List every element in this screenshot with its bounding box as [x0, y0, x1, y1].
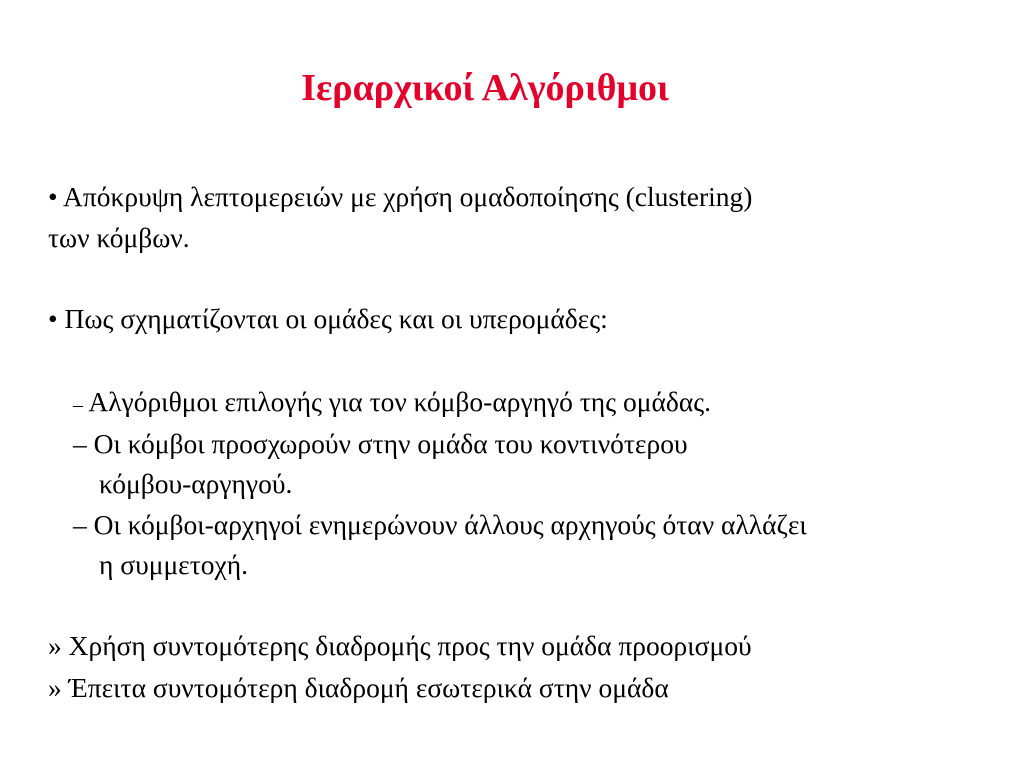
chevron-marker: »	[48, 630, 62, 661]
sub-item-3-line-1	[73, 509, 807, 541]
sub-item-3-line-2: η συμμετοχή.	[99, 549, 248, 580]
bullet-2-text: Πως σχηματίζονται οι ομάδες και οι υπερομάδες:	[64, 303, 608, 334]
list-item-1-text: Χρήση συντομότερης διαδρομής προς την ομάδα προορισμού	[68, 630, 752, 661]
list-item-2	[48, 672, 669, 704]
list-item-1	[48, 630, 752, 662]
list-item-2-text: Έπειτα συντομότερη διαδρομή εσωτερικά στην ομάδα	[68, 672, 669, 703]
sub-item-2-text: Οι κόμβοι προσχωρούν στην ομάδα του κοντινότερου	[93, 428, 688, 459]
dash-marker: –	[73, 394, 83, 416]
bullet-1-text: Απόκρυψη λεπτομερειών με χρήση ομαδοποίησης (clustering)	[63, 181, 753, 212]
sub-item-3-text: Οι κόμβοι-αρχηγοί ενημερώνουν άλλους αρχηγούς όταν αλλάζει	[93, 509, 807, 540]
sub-item-1-text: Αλγόριθμοι επιλογής για τον κόμβο-αργηγό της ομάδας.	[88, 386, 711, 417]
slide-title: Ιεραρχικοί Αλγόριθμοι	[301, 67, 669, 109]
bullet-marker: •	[48, 181, 58, 212]
bullet-1-line-1	[48, 181, 752, 213]
dash-marker: –	[73, 509, 87, 540]
bullet-1-line-2: των κόμβων.	[48, 222, 190, 253]
sub-item-1	[73, 386, 711, 421]
sub-item-2-line-1	[73, 428, 688, 460]
sub-item-2-line-2: κόμβου-αργηγού.	[99, 468, 293, 499]
chevron-marker: »	[48, 672, 62, 703]
dash-marker: –	[73, 428, 87, 459]
bullet-marker: •	[48, 303, 58, 334]
bullet-2	[48, 303, 608, 335]
